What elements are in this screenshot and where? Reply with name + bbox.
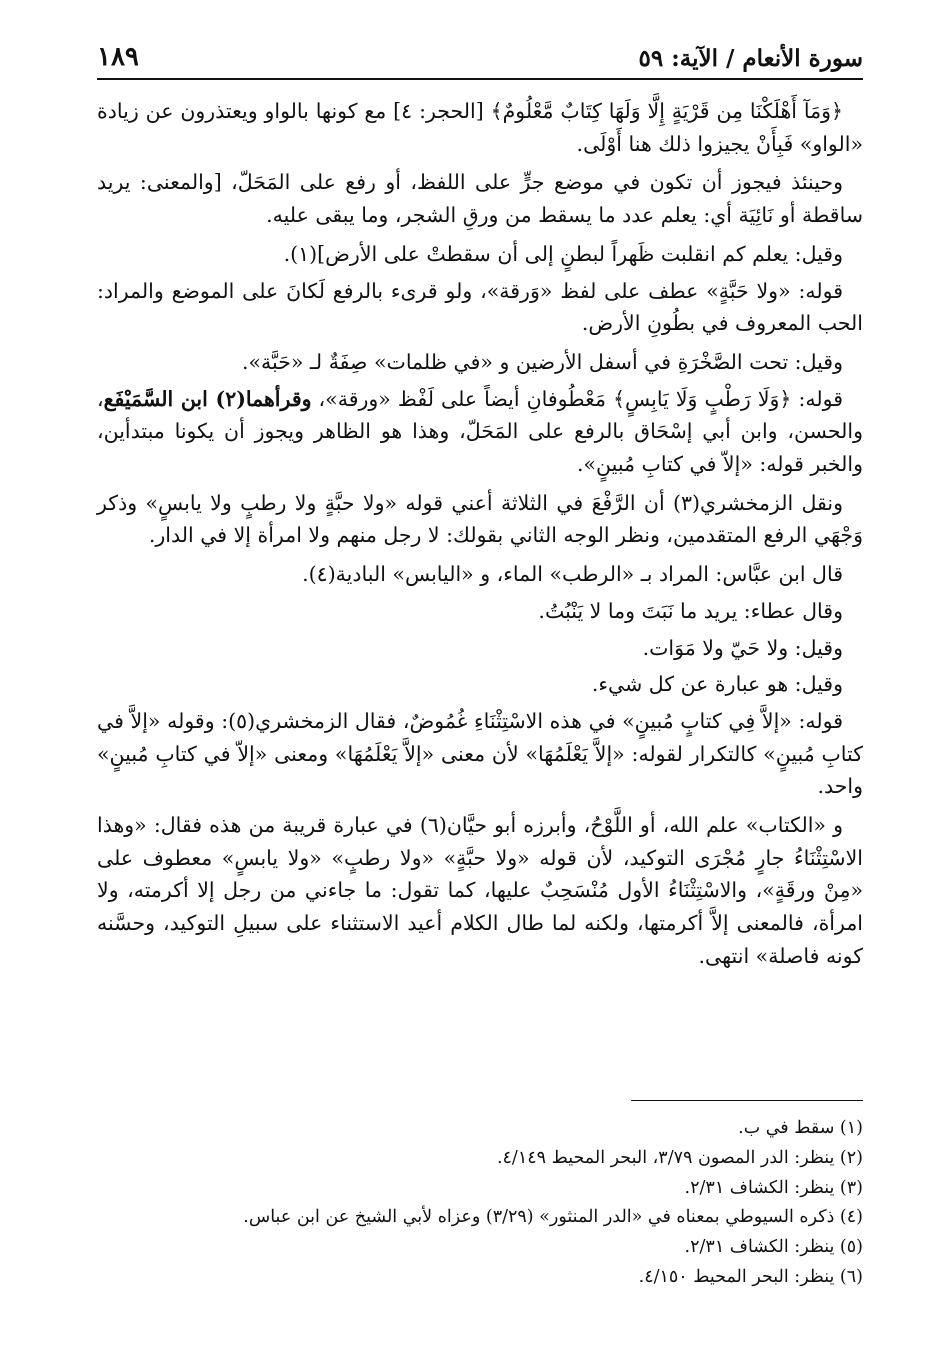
- page-header: [97, 28, 863, 80]
- footnote: (٦) ينظر: البحر المحيط ٤/١٥٠.: [638, 1266, 863, 1287]
- paragraph: ونقل الزمخشري(٣) أن الرَّفْعَ في الثلاثة أعني قوله «ولا حبَّةٍ ولا رطبٍ ولا يابسٍ» وذكر وَجْهَي الرفع المتقدمين، ونظر الوجه الثاني بقولك: لا رجل منهم ولا امرأة إلا في الدار.: [97, 490, 863, 548]
- paragraph: و «الكتاب» علم الله، أو اللَّوْحُ، وأبرزه أبو حيَّان(٦) في عبارة قريبة من هذه فقال: «وهذا الاسْتِثْنَاءُ جارٍ مُجْرَى التوكيد، لأن قوله «ولا حبَّةٍ» «ولا رطبٍ» «ولا يابسٍ» معطوف على «مِنْ ورقَةٍ»، والاسْتِثْنَاءُ الأول مُنْسَحِبٌ عليها، كما تقول: ما جاءني من رجل إلا أكرمته، ولا امرأة، فالمعنى إلاَّ أكرمتها، ولكنه لما طال الكلام أعيد الاستثناء على سبيلِ التوكيد، وحسَّنه كونه فاصلة» انتهى.: [97, 813, 863, 968]
- paragraph: وقيل: هو عبارة عن كل شيء.: [591, 672, 843, 697]
- paragraph: [97, 383, 863, 481]
- paragraph-text: قوله: ﴿وَلَا رَطْبٍ وَلَا يَابِسٍ﴾ مَعْطُوفانِ أيضاً على لَفْظ «ورقة»،: [311, 386, 843, 411]
- paragraph: وقيل: تحت الصَّخْرَةِ في أسفل الأرضين و «في ظلمات» صِفَةٌ لـ «حَبَّة».: [241, 349, 843, 374]
- running-title: سورة الأنعام / الآية: ٥٩: [638, 45, 863, 72]
- paragraph: قوله: «إلاَّ فِي كتابٍ مُبينٍ» في هذه الاسْتِثْنَاءِ غُمُوضٌ، فقال الزمخشري(٥): وقوله «إلاَّ في كتابِ مُبينٍ» كالتكرار لقوله: «إلاَّ يَعْلَمُهَا» لأن معنى «إلاَّ يَعْلَمُهَا» ومعنى «إلاّ في كتابِ مُبينٍ» واحد.: [97, 708, 863, 799]
- paragraph-text: ، والحسن، وابن أبي إسْحَاق بالرفع على المَحَلّ، وهذا هو الظاهر ويجوز أن يكونا مبتدأين، والخبر قوله: «إلاّ في كتابِ مُبينٍ».: [97, 386, 863, 477]
- paragraph: وحينئذ فيجوز أن تكون في موضع جرٍّ على اللفظ، أو رفع على المَحَلّ، [والمعنى: يريد ساقطة أو نَائِيَة أي: يعلم عدد ما يسقط من ورقِ الشجر، وما يبقى عليه.: [97, 170, 863, 228]
- bold-phrase: وقرأهما(٢) ابن السَّمَيْفَع: [103, 386, 312, 411]
- footnote: (٤) ذكره السيوطي بمعناه في «الدر المنثور» (٣/٢٩) وعزاه لأبي الشيخ عن ابن عباس.: [243, 1207, 863, 1228]
- footnote-separator: [631, 1100, 863, 1101]
- paragraph: وقيل: يعلم كم انقلبت ظَهراً لبطنٍ إلى أن سقطتْ على الأرض](١).: [283, 241, 843, 266]
- footnote: (١) سقط في ب.: [738, 1118, 863, 1138]
- main-text: [97, 95, 863, 979]
- footnote: (٢) ينظر: الدر المصون ٣/٧٩، البحر المحيط ٤/١٤٩.: [496, 1147, 863, 1168]
- footnote: (٣) ينظر: الكشاف ٢/٣١.: [684, 1177, 863, 1198]
- paragraph: قوله: «ولا حَبَّةٍ» عطف على لفظ «وَرقة»، ولو قرىء بالرفع لَكانَ على الموضع والمراد: الحب المعروف في بطُونِ الأرض.: [97, 278, 863, 336]
- paragraph: قال ابن عبَّاس: المراد بـ «الرطب» الماء، و «اليابس» البادية(٤).: [302, 562, 843, 587]
- paragraph: ﴿وَمَآ أَهْلَكْنَا مِن قَرْيَةٍ إِلَّا وَلَهَا كِتَابٌ مَّعْلُومٌ﴾ [الحجر: ٤] مع كونها بالواو ويعتذرون عن زيادة «الواو» فَبِأَنْ يجيزوا ذلك هنا أَوْلَى.: [97, 99, 863, 156]
- paragraph: وقال عطاء: يريد ما نَبَتَ وما لا يَنْبُتُ.: [538, 598, 843, 623]
- footnote: (٥) ينظر: الكشاف ٢/٣١.: [684, 1237, 863, 1258]
- paragraph: وقيل: ولا حَيّ ولا مَوَات.: [642, 635, 843, 660]
- footnotes: [97, 1114, 863, 1293]
- page-number: ١٨٩: [97, 42, 139, 72]
